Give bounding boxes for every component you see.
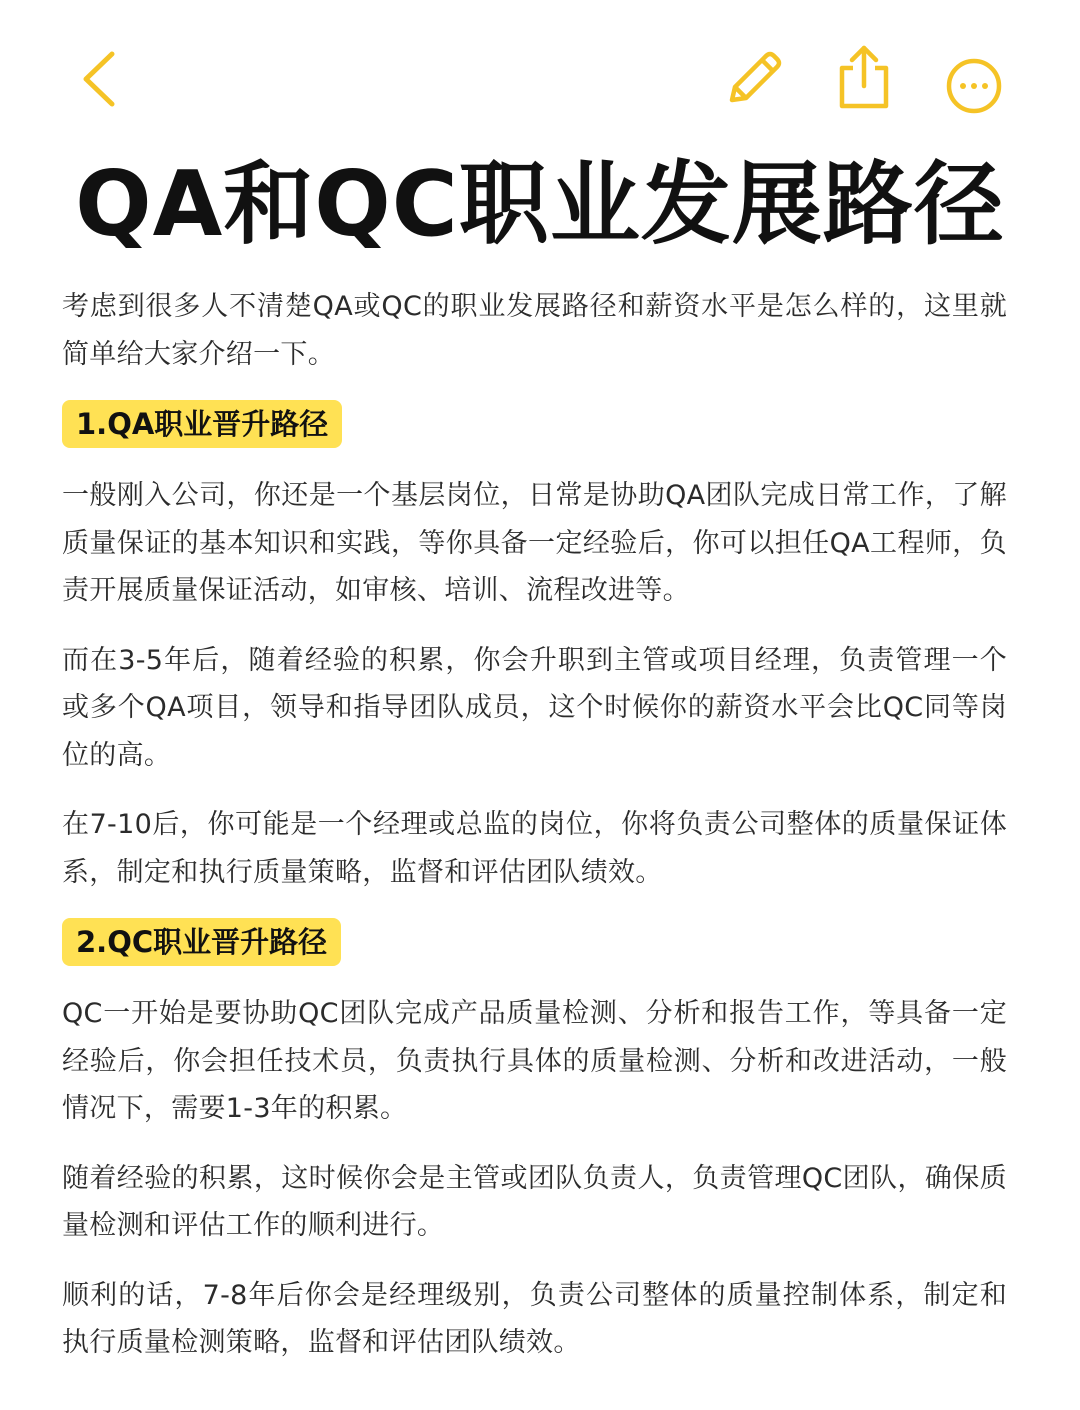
section-heading-qa: [62, 400, 1007, 450]
section-heading-label: 1.QA职业晋升路径: [62, 400, 342, 448]
chevron-left-icon: [66, 42, 136, 112]
edit-button[interactable]: [718, 42, 790, 114]
article-body: [62, 283, 1007, 1389]
qa-paragraph-3: 在7-10后，你可能是一个经理或总监的岗位，你将负责公司整体的质量保证体系，制定和执行质量策略，监督和评估团队绩效。: [62, 809, 1007, 888]
more-horizontal-icon: [938, 42, 1010, 114]
back-button[interactable]: [66, 42, 136, 112]
share-icon: [828, 36, 900, 114]
more-button[interactable]: [938, 42, 1010, 114]
section-heading-qc: [62, 918, 1007, 968]
section-heading-label: 2.QC职业晋升路径: [62, 918, 341, 966]
share-button[interactable]: [828, 36, 900, 114]
qa-paragraph-1: 一般刚入公司，你还是一个基层岗位，日常是协助QA团队完成日常工作，了解质量保证的基本知识和实践，等你具备一定经验后，你可以担任QA工程师，负责开展质量保证活动，如审核、培训、流程改进等。: [62, 480, 1007, 606]
pencil-icon: [718, 42, 790, 114]
intro-paragraph: 考虑到很多人不清楚QA或QC的职业发展路径和薪资水平是怎么样的，这里就简单给大家介绍一下。: [62, 291, 1007, 370]
qc-paragraph-2: 随着经验的积累，这时候你会是主管或团队负责人，负责管理QC团队，确保质量检测和评估工作的顺利进行。: [62, 1162, 1007, 1241]
top-toolbar: [0, 36, 1080, 126]
page-title: QA和QC职业发展路径: [75, 152, 1005, 257]
qa-paragraph-2: 而在3-5年后，随着经验的积累，你会升职到主管或项目经理，负责管理一个或多个QA项目，领导和指导团队成员，这个时候你的薪资水平会比QC同等岗位的高。: [62, 644, 1007, 771]
qc-paragraph-3: 顺利的话，7-8年后你会是经理级别，负责公司整体的质量控制体系，制定和执行质量检测策略，监督和评估团队绩效。: [62, 1279, 1007, 1358]
qc-paragraph-1: QC一开始是要协助QC团队完成产品质量检测、分析和报告工作，等具备一定经验后，你会担任技术员，负责执行具体的质量检测、分析和改进活动，一般情况下，需要1-3年的积累。: [62, 998, 1007, 1124]
